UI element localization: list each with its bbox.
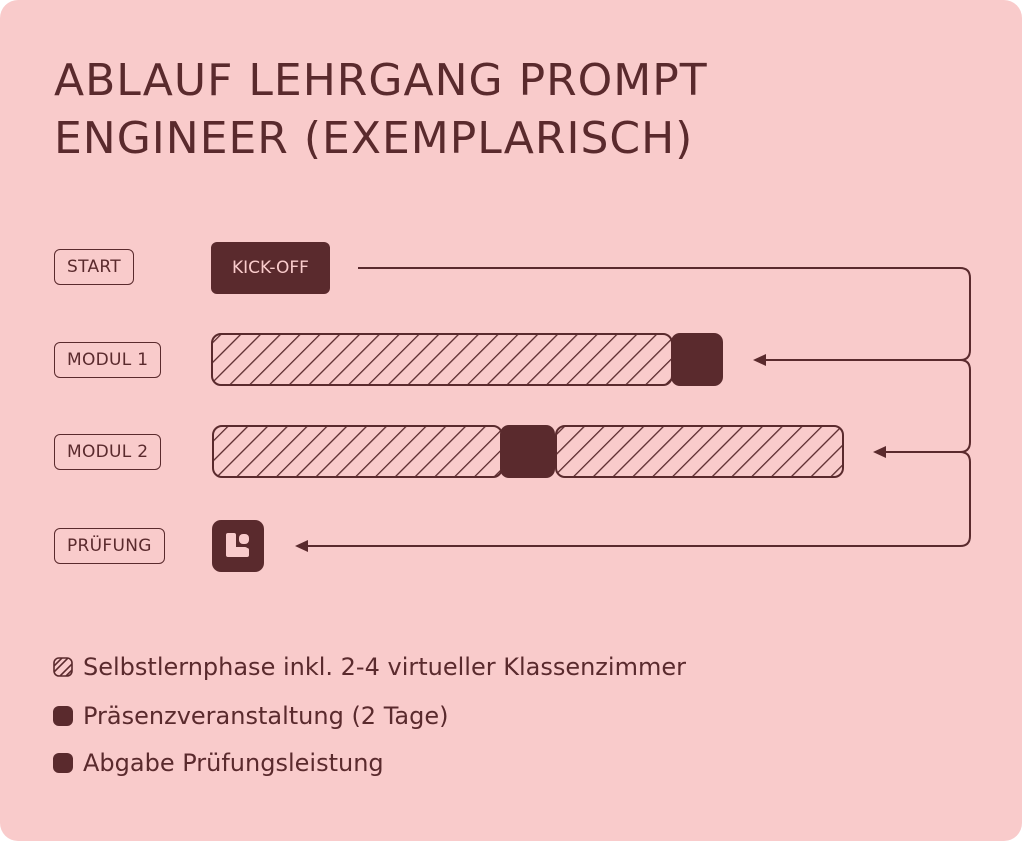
row-label-pruefung: PRÜFUNG	[54, 528, 165, 564]
legend-label-selbstlernphase: Selbstlernphase inkl. 2-4 virtueller Klassenzimmer	[83, 653, 686, 681]
modul2-selbstlernphase-bar-1	[213, 426, 502, 477]
filled-swatch-icon	[53, 706, 73, 726]
row-label-modul1: MODUL 1	[54, 342, 161, 378]
hatched-swatch-icon	[53, 657, 73, 677]
pruefung-abgabe-icon	[212, 520, 264, 572]
arrowhead-pruefung	[295, 540, 308, 552]
kickoff-box: KICK-OFF	[211, 242, 330, 294]
title-line-1: ABLAUF LEHRGANG PROMPT	[54, 55, 708, 106]
legend-item-selbstlernphase	[53, 653, 686, 681]
modul1-praesenz-block	[671, 333, 723, 386]
arrowhead-modul1	[753, 354, 766, 366]
modul2-selbstlernphase-bar-2	[556, 426, 843, 477]
legend-label-abgabe: Abgabe Prüfungsleistung	[83, 749, 384, 777]
legend-item-praesenz	[53, 702, 448, 730]
row-label-start: START	[54, 249, 134, 285]
modul1-selbstlernphase-bar	[212, 334, 672, 385]
filled-swatch-icon	[53, 753, 73, 773]
legend-item-abgabe	[53, 749, 384, 777]
modul2-praesenz-block	[500, 425, 555, 478]
title-line-2: ENGINEER (EXEMPLARISCH)	[54, 113, 694, 164]
row-label-modul2: MODUL 2	[54, 434, 161, 470]
connector-modul1-to-modul2	[885, 360, 970, 452]
arrowhead-modul2	[873, 446, 886, 458]
legend-label-praesenz: Präsenzveranstaltung (2 Tage)	[83, 702, 449, 730]
